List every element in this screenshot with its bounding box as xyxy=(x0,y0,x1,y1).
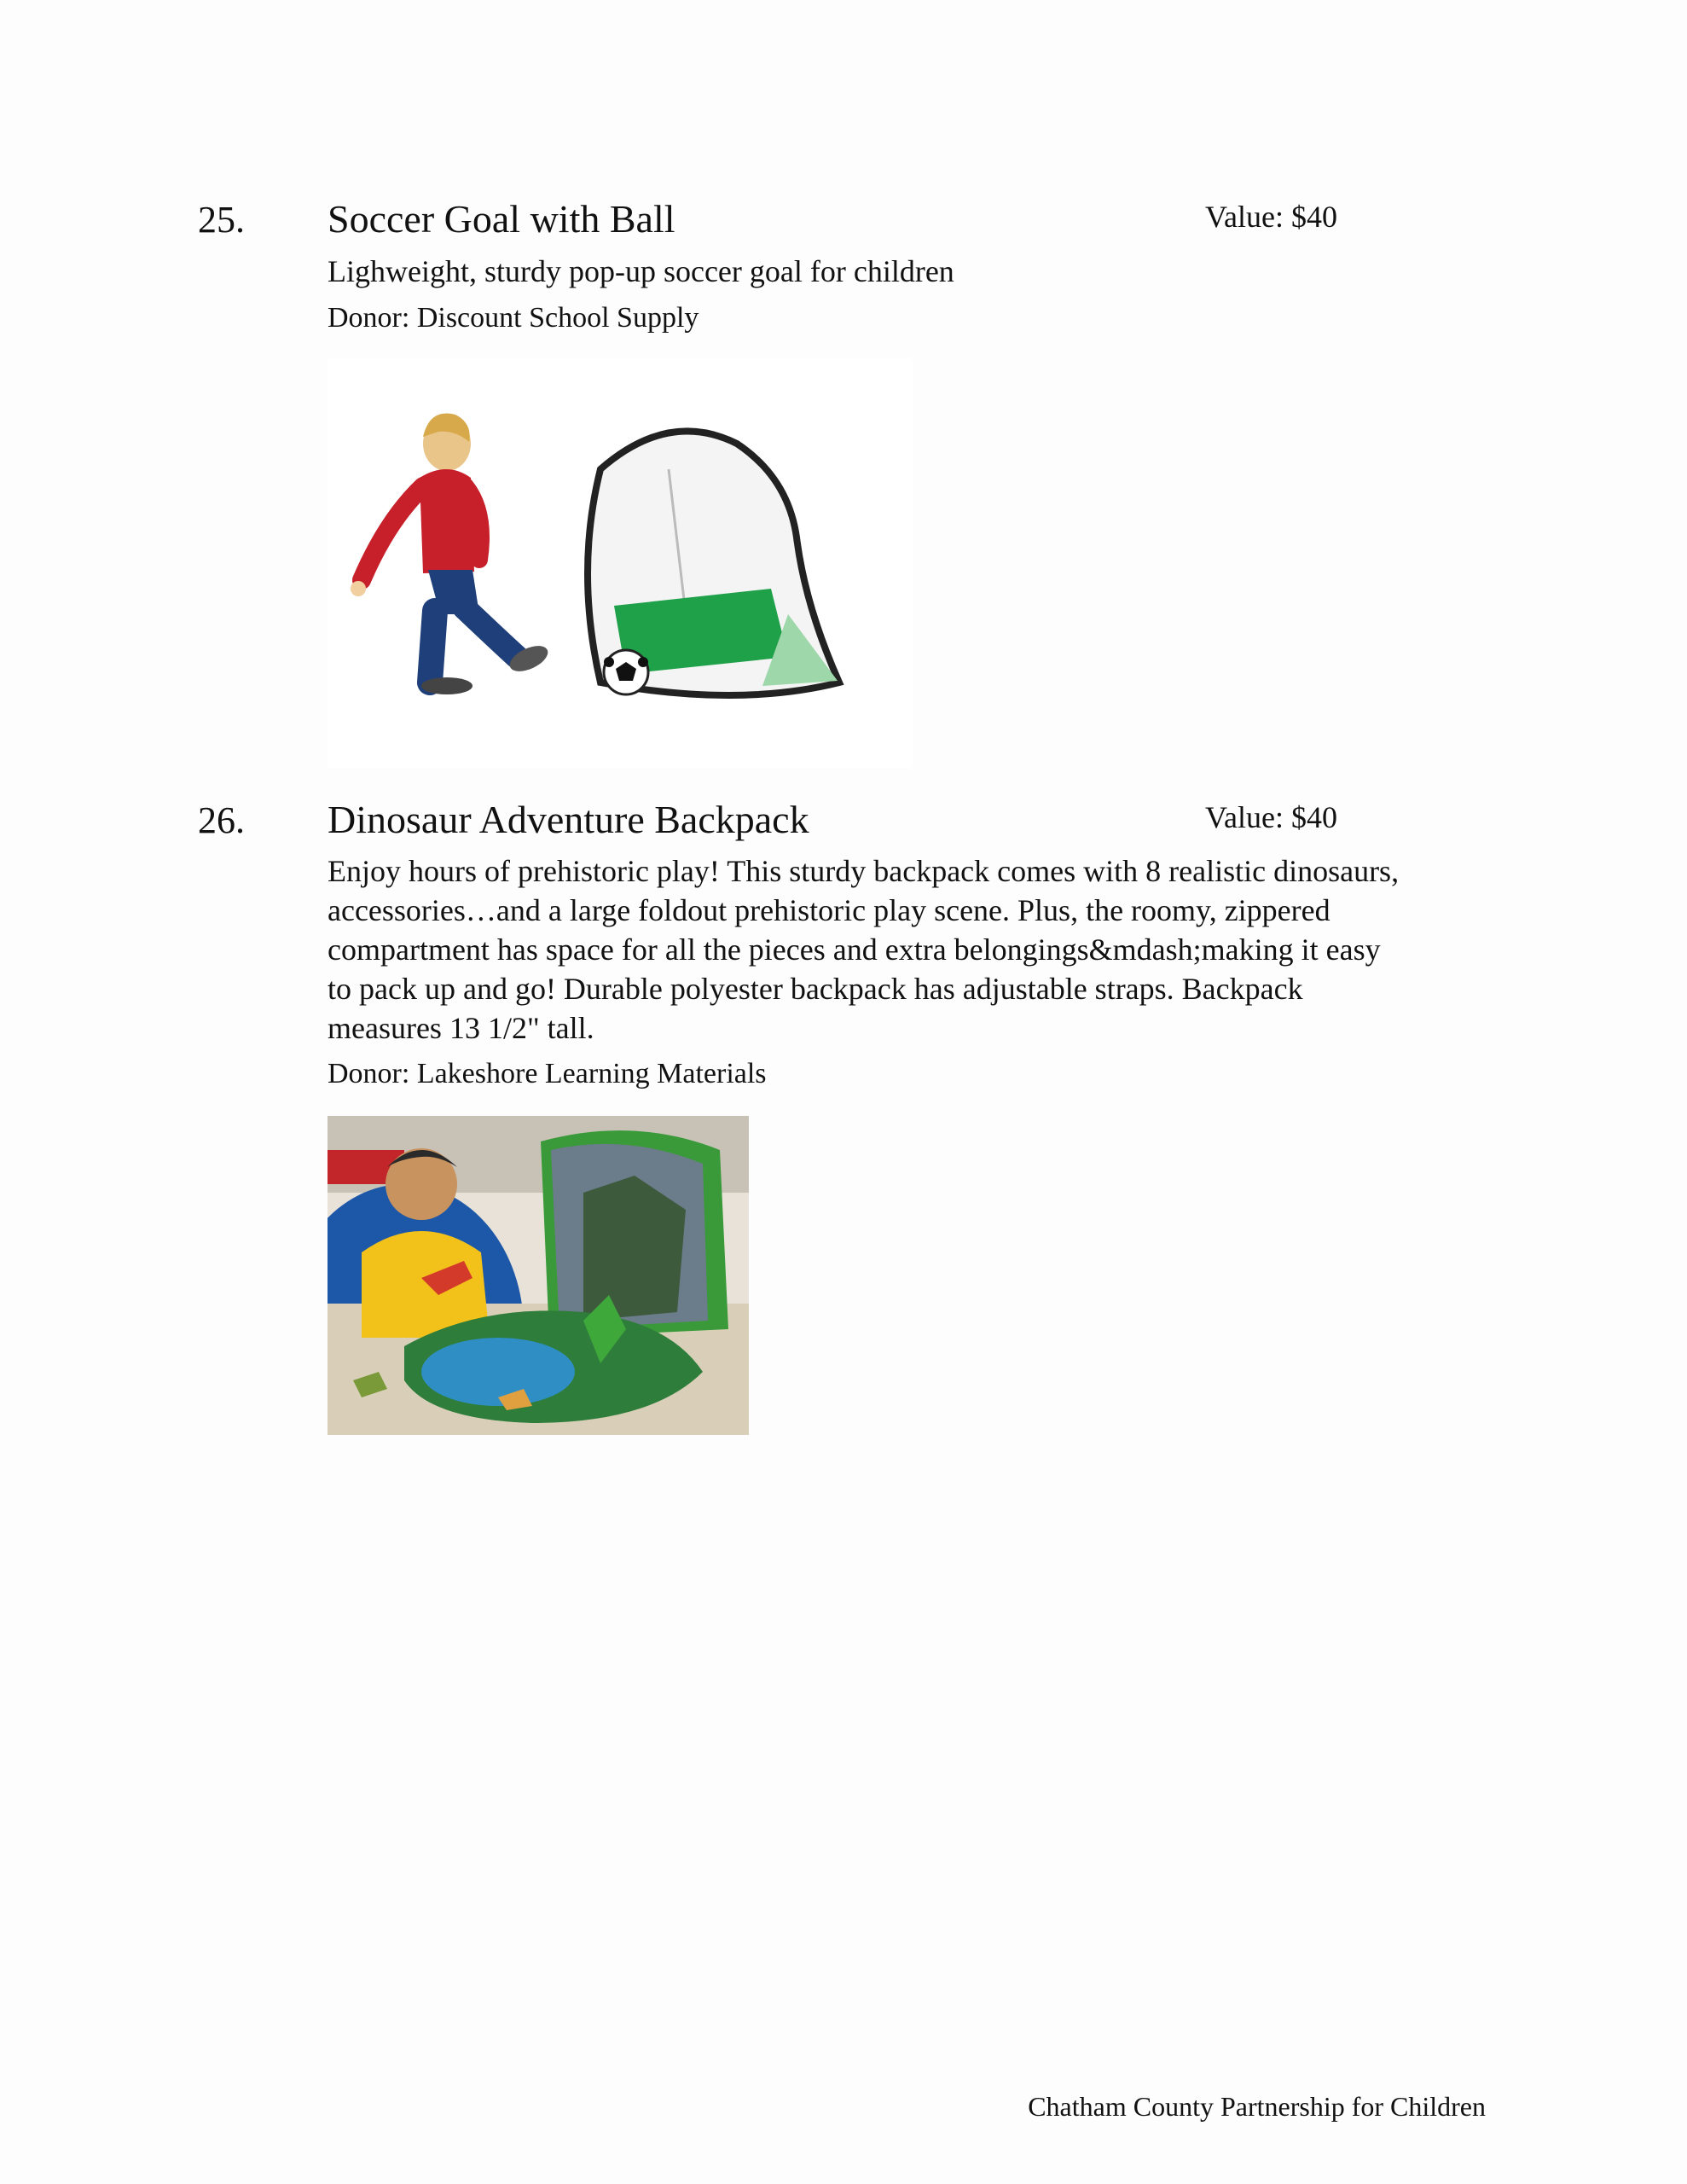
description-line: accessories…and a large foldout prehistoric play scene. Plus, the roomy, zippered xyxy=(328,893,1330,927)
item-description xyxy=(328,851,1539,1048)
description-line: to pack up and go! Durable polyester backpack has adjustable straps. Backpack xyxy=(328,972,1303,1006)
description-line: compartment has space for all the pieces and extra belongings&mdash;making it easy xyxy=(328,932,1381,967)
item-number: 25. xyxy=(198,199,245,241)
footer-organization: Chatham County Partnership for Children xyxy=(1028,2091,1486,2122)
item-description: Lighweight, sturdy pop-up soccer goal for children xyxy=(328,254,954,288)
soccer-goal-photo xyxy=(328,358,913,768)
item-number: 26. xyxy=(198,799,245,841)
item-title: Dinosaur Adventure Backpack xyxy=(328,798,809,841)
soccer-ball-icon xyxy=(604,650,648,694)
item-value: Value: $40 xyxy=(1205,800,1337,834)
item-value: Value: $40 xyxy=(1205,200,1337,234)
description-line: Enjoy hours of prehistoric play! This sturdy backpack comes with 8 realistic dinosaurs, xyxy=(328,854,1400,888)
dinosaur-backpack-photo xyxy=(328,1116,749,1435)
description-line: measures 13 1/2" tall. xyxy=(328,1011,594,1045)
item-donor: Donor: Lakeshore Learning Materials xyxy=(328,1058,767,1089)
item-donor: Donor: Discount School Supply xyxy=(328,302,699,334)
backpack-icon xyxy=(541,1130,728,1338)
item-title: Soccer Goal with Ball xyxy=(328,197,675,241)
